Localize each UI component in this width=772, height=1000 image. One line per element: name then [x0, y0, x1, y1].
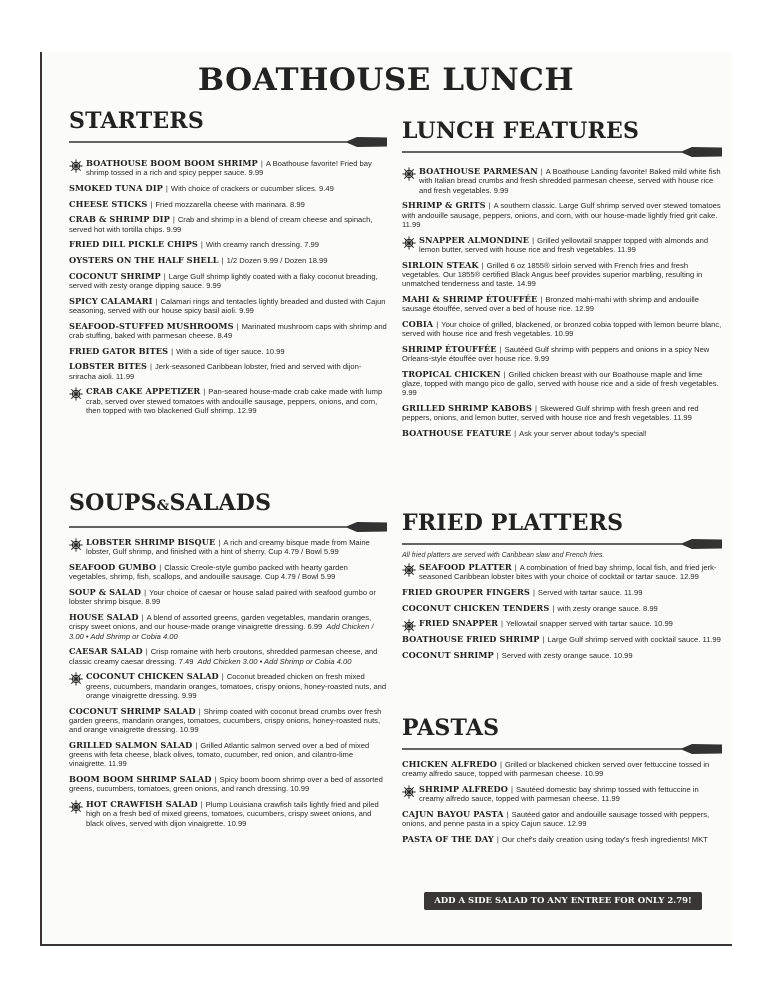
- menu-item: [402, 345, 722, 364]
- separator: |: [501, 619, 504, 629]
- menu-item: [402, 651, 722, 660]
- menu-item-description: Grilled 6 oz 1855® sirloin served with French fries and fresh vegetables. Our 1855® certified Black Angus beef provides superior marbling, resulting in unmatched tenderness and taste. 14.99: [402, 260, 703, 289]
- menu-item-name: CRAB & SHRIMP DIP: [69, 214, 170, 225]
- menu-item-name: PASTA OF THE DAY: [402, 833, 494, 844]
- fried-platters-list: [402, 563, 722, 660]
- menu-item: [69, 707, 387, 735]
- lunch-features-list: [402, 167, 722, 438]
- separator: |: [552, 603, 555, 613]
- menu-item-name: HOT CRAWFISH SALAD: [86, 799, 198, 810]
- menu-item-name: BOATHOUSE FEATURE: [402, 428, 512, 439]
- menu-item: [402, 370, 722, 398]
- ship-wheel-icon: [402, 167, 416, 181]
- separator: |: [163, 271, 166, 281]
- pastas-section: [402, 715, 722, 851]
- menu-item-name: COCONUT SHRIMP: [402, 649, 494, 660]
- soups-salads-title: SOUPS&SALADS: [69, 490, 272, 516]
- menu-item-name: LOBSTER BITES: [69, 361, 148, 372]
- separator: |: [506, 809, 509, 819]
- separator: |: [532, 587, 535, 597]
- menu-item-description: A blend of assorted greens, garden vegetables, mandarin oranges, crispy sweet onions, and our house-made orange vinaigrette dressing. 6.99: [69, 612, 372, 632]
- menu-item: [69, 588, 387, 607]
- soups-salads-list: [69, 538, 387, 828]
- ship-wheel-icon: [69, 538, 83, 552]
- menu-item: [69, 347, 387, 356]
- menu-item-name: OYSTERS ON THE HALF SHELL: [69, 255, 219, 266]
- menu-item: [69, 215, 387, 234]
- ship-wheel-icon: [402, 785, 416, 799]
- separator: |: [144, 587, 147, 597]
- menu-item: [402, 810, 722, 829]
- menu-item-name: BOATHOUSE FRIED SHRIMP: [402, 634, 540, 645]
- menu-item-name: LOBSTER SHRIMP BISQUE: [86, 537, 216, 547]
- ship-wheel-icon: [402, 236, 416, 250]
- menu-item-description: with zesty orange sauce. 8.99: [557, 603, 658, 613]
- menu-item: [69, 200, 387, 209]
- menu-item: [69, 297, 387, 316]
- separator: |: [203, 387, 206, 397]
- menu-item: [69, 362, 387, 381]
- menu-item: [402, 604, 722, 613]
- menu-item-name: BOATHOUSE BOOM BOOM SHRIMP: [86, 158, 258, 168]
- menu-item: [69, 741, 387, 769]
- menu-item-name: COCONUT CHICKEN TENDERS: [402, 602, 550, 613]
- fried-platters-title: FRIED PLATTERS: [402, 510, 624, 536]
- ship-wheel-icon: [69, 387, 83, 401]
- menu-item-name: GRILLED SHRIMP KABOBS: [402, 403, 532, 414]
- menu-item: [69, 800, 387, 828]
- menu-item: [402, 785, 722, 804]
- menu-item-description: A Boathouse Landing favorite! Baked mild white fish with Italian bread crumbs and fresh shredded parmesan cheese, served with house rice and fresh vegetables. 9.99: [419, 167, 721, 195]
- fried-platters-section: [402, 510, 722, 666]
- menu-item: [402, 619, 722, 628]
- menu-item: [69, 272, 387, 291]
- menu-item: [69, 256, 387, 265]
- menu-item-name: MAHI & SHRIMP ÉTOUFFÉE: [402, 293, 538, 304]
- menu-item-description: Grilled chicken breast with our Boathouse maple and lime glaze, topped with mango pico de gallo, served with house rice and a side of fresh vegetables. 9.99: [402, 369, 719, 398]
- separator: |: [514, 563, 517, 572]
- separator: |: [221, 256, 224, 266]
- menu-item-name: COCONUT SHRIMP: [69, 270, 161, 281]
- menu-item-description: Grilled or blackened chicken served over fettuccine tossed in creamy alfredo sauce, topped with parmesan cheese. 10.99: [402, 760, 710, 779]
- menu-item-description: Our chef's daily creation using today's fresh ingredients! MKT: [501, 834, 708, 844]
- separator: |: [221, 672, 224, 682]
- menu-item: [402, 261, 722, 289]
- menu-item-addons: Add Chicken / 3.00 • Add Shrimp or Cobia 4.00: [69, 622, 374, 641]
- separator: |: [155, 296, 158, 306]
- menu-item-description: Served with tartar sauce. 11.99: [537, 587, 643, 597]
- separator: |: [260, 159, 263, 168]
- menu-item-name: CRAB CAKE APPETIZER: [86, 386, 201, 397]
- menu-item: [402, 236, 722, 255]
- menu-item: [402, 404, 722, 423]
- menu-item-description: A rich and creamy bisque made from Maine lobster, Gulf shrimp, and finished with a hint of sherry. Cup 4.79 / Bowl 5.99: [86, 538, 370, 557]
- menu-item-description: Served with zesty orange sauce. 10.99: [501, 650, 633, 660]
- menu-item-description: Marinated mushroom caps with shrimp and crab stuffing, baked with parmesan cheese. 8.49: [69, 321, 387, 340]
- menu-item-description: Plump Louisiana crawfish tails lightly fried and piled high on a fresh bed of mixed greens, tomatoes, cucumbers, crispy sweet onions, and black olives, served with dijon vinaigrette. 10.99: [86, 800, 379, 828]
- soups-salads-section: [69, 490, 387, 834]
- menu-item-description: Coconut breaded chicken on fresh mixed greens, cucumbers, mandarin oranges, tomatoes, crispy onions, honey-roasted nuts, and orange vinaigrette dressing. 9.99: [86, 672, 387, 700]
- starters-list: [69, 159, 387, 415]
- ship-wheel-icon: [69, 672, 83, 686]
- separator: |: [436, 319, 439, 329]
- separator: |: [510, 784, 513, 794]
- menu-item-description: Classic Creole-style gumbo packed with hearty garden vegetables, shrimp, fish, scallops, and andouille sausage. Cup 4.79 / Bowl 5.99: [69, 562, 348, 582]
- lunch-features-title: LUNCH FEATURES: [402, 118, 640, 144]
- separator: |: [214, 775, 217, 785]
- separator: |: [499, 344, 502, 354]
- separator: |: [200, 800, 203, 810]
- menu-item-name: SEAFOOD GUMBO: [69, 561, 157, 572]
- menu-item-description: 1/2 Dozen 9.99 / Dozen 18.99: [226, 256, 328, 266]
- separator: |: [540, 167, 543, 176]
- menu-title: BOATHOUSE LUNCH: [197, 62, 575, 98]
- menu-item: [69, 775, 387, 794]
- menu-item-description: Large Gulf shrimp served with cocktail sauce. 11.99: [547, 635, 721, 645]
- menu-item-description: Your choice of caesar or house salad paired with seafood gumbo or lobster shrimp bisque. 8.99: [69, 587, 376, 607]
- menu-item-name: SHRIMP & GRITS: [402, 200, 486, 211]
- separator: |: [540, 294, 543, 304]
- menu-item-name: CHEESE STICKS: [69, 198, 148, 209]
- menu-item: [69, 240, 387, 249]
- menu-item: [402, 835, 722, 844]
- separator: |: [496, 834, 499, 844]
- separator: |: [514, 429, 517, 439]
- menu-item-description: Sautéed domestic bay shrimp tossed with fettuccine in creamy alfredo sauce, topped with parmesan cheese. 11.99: [419, 784, 699, 804]
- menu-item: [402, 635, 722, 644]
- menu-item-name: SNAPPER ALMONDINE: [419, 234, 530, 245]
- menu-item: [402, 201, 722, 229]
- separator: |: [236, 321, 239, 331]
- separator: |: [150, 199, 153, 209]
- menu-item-name: TROPICAL CHICKEN: [402, 368, 501, 379]
- oar-divider-icon: [402, 145, 722, 159]
- menu-item-description: Ask your server about today's special!: [519, 429, 647, 439]
- menu-item-addons: Add Chicken 3.00 • Add Shrimp or Cobia 4.00: [197, 656, 352, 666]
- separator: |: [481, 260, 484, 270]
- menu-item-name: BOOM BOOM SHRIMP SALAD: [69, 774, 212, 785]
- menu-item: [402, 295, 722, 314]
- menu-item-name: SHRIMP ALFREDO: [419, 783, 508, 794]
- menu-item-description: Spicy boom boom shrimp over a bed of assorted greens, cucumbers, tomatoes, green onions, and ranch dressing. 10.99: [69, 775, 383, 794]
- menu-item: [69, 387, 387, 415]
- separator: |: [534, 404, 537, 414]
- menu-item-name: SEAFOOD-STUFFED MUSHROOMS: [69, 320, 234, 331]
- menu-item-description: Yellowtail snapper served with tartar sauce. 10.99: [506, 619, 673, 629]
- ship-wheel-icon: [69, 159, 83, 173]
- side-salad-banner: ADD A SIDE SALAD TO ANY ENTREE FOR ONLY 2.79!: [424, 892, 702, 910]
- menu-item-description: Pan-seared house-made crab cake made with lump crab, served over stewed tomatoes with andouille sausage, peppers, onions, and corn, then topped with two blackened Gulf shrimp. 12.99: [86, 387, 383, 415]
- separator: |: [159, 562, 162, 572]
- menu-item-name: FRIED SNAPPER: [419, 618, 499, 629]
- menu-item-description: Crisp romaine with herb croutons, shredded parmesan cheese, and classic creamy caesar dressing. 7.49: [69, 647, 378, 666]
- separator: |: [500, 760, 502, 769]
- menu-item: [402, 167, 722, 195]
- oar-divider-icon: [402, 742, 722, 756]
- separator: |: [503, 369, 506, 379]
- menu-item-name: HOUSE SALAD: [69, 611, 139, 622]
- menu-item-description: A combination of fried bay shrimp, local fish, and fried jerk-seasoned Caribbean lobster bites with your choice of cocktail or tartar sauce. 12.99: [419, 563, 717, 582]
- menu-item-description: With choice of crackers or cucumber slices. 9.49: [170, 183, 334, 193]
- menu-item: [69, 647, 387, 666]
- menu-item-description: Large Gulf shrimp lightly coated with a flaky coconut breading, served with zesty orange dipping sauce. 9.99: [69, 271, 378, 291]
- oar-divider-icon: [69, 135, 387, 149]
- menu-item-description: Skewered Gulf shrimp with fresh green and red peppers, onions, and lemon butter, served with house rice and fresh vegetables. 11.99: [402, 404, 699, 423]
- separator: |: [150, 362, 152, 372]
- pastas-title: PASTAS: [402, 715, 500, 741]
- separator: |: [141, 612, 144, 622]
- separator: |: [172, 215, 175, 225]
- starters-title: STARTERS: [69, 108, 204, 134]
- menu-item-name: FRIED DILL PICKLE CHIPS: [69, 239, 198, 250]
- menu-item-description: A Boathouse favorite! Fried bay shrimp tossed in a rich and spicy pepper sauce. 9.99: [86, 159, 372, 178]
- menu-item-name: COCONUT SHRIMP SALAD: [69, 705, 196, 716]
- menu-item: [402, 429, 722, 438]
- menu-item-description: A southern classic. Large Gulf shrimp served over stewed tomatoes with andouille sausage, peppers, onions, and corn, with our house-made lightly fried grit cake. 11.99: [402, 201, 721, 229]
- separator: |: [488, 201, 491, 211]
- menu-item: [69, 672, 387, 700]
- separator: |: [145, 647, 148, 657]
- menu-item-name: CHICKEN ALFREDO: [402, 759, 497, 769]
- separator: |: [165, 183, 168, 193]
- pastas-list: [402, 760, 722, 844]
- menu-item: [402, 563, 722, 582]
- menu-item-description: Grilled Atlantic salmon served over a bed of mixed greens with feta cheese, black olives, tomato, cucumber, red onion, and cilantro-lime vinaigrette. 11.99: [69, 740, 370, 769]
- menu-item-name: CAESAR SALAD: [69, 646, 143, 657]
- menu-item: [69, 159, 387, 178]
- menu-item-description: Crab and shrimp in a blend of cream cheese and spinach, served hot with tortilla chips. 9.99: [69, 215, 373, 234]
- menu-item-description: Fried mozzarella cheese with marinara. 8.99: [155, 199, 305, 209]
- menu-item: [69, 538, 387, 557]
- menu-item-name: SMOKED TUNA DIP: [69, 182, 163, 193]
- separator: |: [200, 240, 203, 250]
- separator: |: [195, 740, 198, 750]
- menu-item-name: BOATHOUSE PARMESAN: [419, 166, 538, 176]
- oar-divider-icon: [69, 520, 387, 534]
- menu-item-name: SHRIMP ÉTOUFFÉE: [402, 343, 497, 354]
- menu-item-name: FRIED GATOR BITES: [69, 345, 169, 356]
- menu-item: [69, 563, 387, 582]
- ship-wheel-icon: [69, 800, 83, 814]
- menu-item: [69, 613, 387, 641]
- menu-item-name: COCONUT CHICKEN SALAD: [86, 671, 219, 682]
- ship-wheel-icon: [402, 619, 416, 633]
- separator: |: [496, 650, 499, 660]
- menu-item-description: Bronzed mahi-mahi with shrimp and andouille sausage étouffée, served over a bed of house rice. 12.99: [402, 294, 699, 314]
- menu-item-name: SIRLOIN STEAK: [402, 259, 479, 270]
- menu-item: [402, 320, 722, 339]
- menu-item-name: FRIED GROUPER FINGERS: [402, 586, 530, 597]
- oar-divider-icon: [402, 537, 722, 551]
- fried-platters-note: All fried platters are served with Caribbean slaw and French fries.: [402, 552, 605, 559]
- menu-item: [402, 588, 722, 597]
- menu-item-name: SPICY CALAMARI: [69, 295, 153, 306]
- menu-item: [402, 760, 722, 779]
- starters-section: [69, 108, 387, 422]
- menu-item: [69, 184, 387, 193]
- menu-item-name: SEAFOOD PLATTER: [419, 562, 512, 572]
- menu-item-description: Calamari rings and tentacles lightly breaded and dusted with Cajun seasoning, served with our house spicy basil aioli. 9.99: [69, 296, 386, 315]
- menu-item-description: With creamy ranch dressing. 7.99: [205, 240, 319, 250]
- separator: |: [542, 635, 545, 645]
- lunch-features-section: [402, 118, 722, 445]
- menu-item-description: Grilled yellowtail snapper topped with almonds and lemon butter, served with house rice and fresh vegetables. 11.99: [419, 235, 709, 254]
- menu-item: [69, 322, 387, 341]
- separator: |: [532, 235, 535, 245]
- separator: |: [198, 706, 201, 716]
- menu-item-description: With a side of tiger sauce. 10.99: [176, 346, 285, 356]
- menu-item-name: GRILLED SALMON SALAD: [69, 739, 193, 750]
- menu-item-name: CAJUN BAYOU PASTA: [402, 808, 504, 819]
- separator: |: [218, 538, 221, 547]
- menu-item-description: Shrimp coated with coconut bread crumbs over fresh garden greens, mandarin oranges, tomatoes, cucumbers, crispy onions, honey-roasted nuts, and orange vinaigrette dressing. 10.99: [69, 706, 382, 735]
- menu-item-description: Sautéed gator and andouille sausage tossed with peppers, onions, and penne pasta in a spicy Cajun sauce. 12.99: [402, 809, 710, 829]
- ship-wheel-icon: [402, 563, 416, 577]
- menu-item-description: Jerk-seasoned Caribbean lobster, fried and served with dijon-sriracha aioli. 11.99: [69, 362, 362, 381]
- menu-item-description: Sautéed Gulf shrimp with peppers and onions in a spicy New Orleans-style étouffée over house rice. 9.99: [402, 344, 710, 364]
- menu-item-name: SOUP & SALAD: [69, 586, 142, 597]
- menu-item-description: Your choice of grilled, blackened, or bronzed cobia topped with lemon beurre blanc, served with house rice and fresh vegetables. 10.99: [402, 319, 722, 339]
- menu-item-name: COBIA: [402, 318, 434, 329]
- separator: |: [171, 346, 174, 356]
